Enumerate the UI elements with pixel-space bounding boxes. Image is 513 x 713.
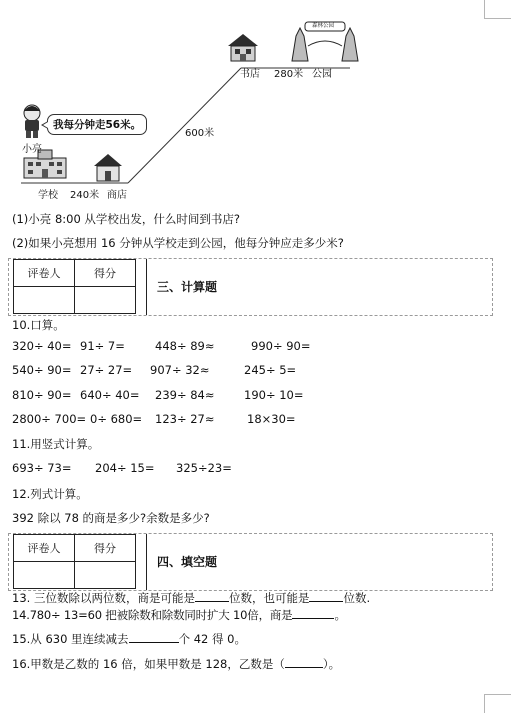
- question-16: [12, 656, 340, 672]
- boy-figure: [24, 105, 40, 138]
- grader-header-cell: 评卷人: [14, 535, 75, 562]
- q13-text: 位数.: [343, 591, 371, 605]
- q12-title: 12.列式计算。: [12, 487, 88, 501]
- oral-item: 990÷ 90=: [251, 339, 311, 353]
- bookstore-building: [228, 34, 258, 61]
- grader-table: [13, 259, 136, 314]
- oral-item: 245÷ 5=: [244, 363, 297, 377]
- q15-text: 15.从 630 里连续减去: [12, 632, 129, 646]
- answer-blank[interactable]: [195, 590, 229, 602]
- q15-text: 个 42 得 0。: [178, 632, 246, 646]
- school-shop-distance: 240米: [70, 190, 100, 201]
- section3-title: 三、计算题: [157, 280, 218, 294]
- answer-blank[interactable]: [292, 607, 334, 619]
- oral-item: 190÷ 10=: [244, 388, 304, 402]
- oral-item: 27÷ 27=: [80, 363, 133, 377]
- section4-title: 四、填空题: [157, 555, 218, 569]
- page-corner-mark: [484, 694, 511, 713]
- oral-item: 907÷ 32≈: [150, 363, 210, 377]
- score-header-cell: 得分: [75, 535, 136, 562]
- oral-item: 2800÷ 700=: [12, 412, 87, 426]
- shop-building: [94, 154, 122, 181]
- q16-text: 16.甲数是乙数的 16 倍，如果甲数是 128，乙数是（: [12, 657, 285, 671]
- q13-text: 13. 三位数除以两位数，商是可能是: [12, 591, 195, 605]
- score-blank-cell: [75, 287, 136, 314]
- park-sign-text: 森林公园: [312, 23, 335, 29]
- oral-item: 123÷ 27≈: [155, 412, 215, 426]
- section4-header-panel: [8, 533, 493, 591]
- oral-item: 239÷ 84≈: [155, 388, 215, 402]
- question-1: (1)小亮 8:00 从学校出发，什么时间到书店?: [12, 212, 241, 226]
- slope-distance-label: 600米: [185, 128, 215, 139]
- q14-text: 14.780÷ 13=60 把被除数和除数同时扩大 10倍，商是: [12, 608, 293, 622]
- boy-speech-bubble: [47, 114, 147, 135]
- vertical-item: 325÷23=: [176, 461, 232, 475]
- school-label: 学校: [38, 190, 58, 201]
- q16-text: ）。: [322, 657, 341, 671]
- oral-item: 18×30=: [247, 412, 296, 426]
- grader-blank-cell: [14, 287, 75, 314]
- oral-item: 320÷ 40=: [12, 339, 72, 353]
- shop-label: 商店: [107, 190, 127, 201]
- oral-item: 0÷ 680=: [90, 412, 143, 426]
- grader-header-cell: 评卷人: [14, 260, 75, 287]
- panel-divider: [146, 534, 147, 590]
- question-13: [12, 590, 370, 606]
- q14-text: 。: [334, 608, 346, 622]
- panel-divider: [146, 259, 147, 315]
- speech-text: 我每分钟走56米。: [53, 119, 142, 131]
- oral-item: 810÷ 90=: [12, 388, 72, 402]
- q10-title: 10.口算。: [12, 318, 65, 332]
- q12-text: 392 除以 78 的商是多少?余数是多少?: [12, 511, 210, 525]
- grader-table: [13, 534, 136, 589]
- question-2: (2)如果小亮想用 16 分钟从学校走到公园，他每分钟应走多少米?: [12, 236, 344, 250]
- oral-item: 640÷ 40=: [80, 388, 140, 402]
- section3-header-panel: [8, 258, 493, 316]
- q13-text: 位数，也可能是: [228, 591, 310, 605]
- score-header-cell: 得分: [75, 260, 136, 287]
- oral-item: 540÷ 90=: [12, 363, 72, 377]
- score-blank-cell: [75, 562, 136, 589]
- q11-title: 11.用竖式计算。: [12, 437, 100, 451]
- question-14: [12, 607, 346, 623]
- answer-blank[interactable]: [129, 631, 179, 643]
- answer-blank[interactable]: [285, 656, 323, 668]
- oral-item: 448÷ 89≈: [155, 339, 215, 353]
- bookstore-park-distance: 280米: [274, 69, 304, 80]
- bookstore-label: 书店: [240, 69, 260, 80]
- question-15: [12, 631, 246, 647]
- vertical-item: 693÷ 73=: [12, 461, 72, 475]
- oral-item: 91÷ 7=: [80, 339, 125, 353]
- answer-blank[interactable]: [309, 590, 343, 602]
- vertical-item: 204÷ 15=: [95, 461, 155, 475]
- route-illustration: [0, 0, 513, 205]
- boy-label: 小亮: [22, 144, 42, 155]
- park-label: 公园: [312, 69, 332, 80]
- grader-blank-cell: [14, 562, 75, 589]
